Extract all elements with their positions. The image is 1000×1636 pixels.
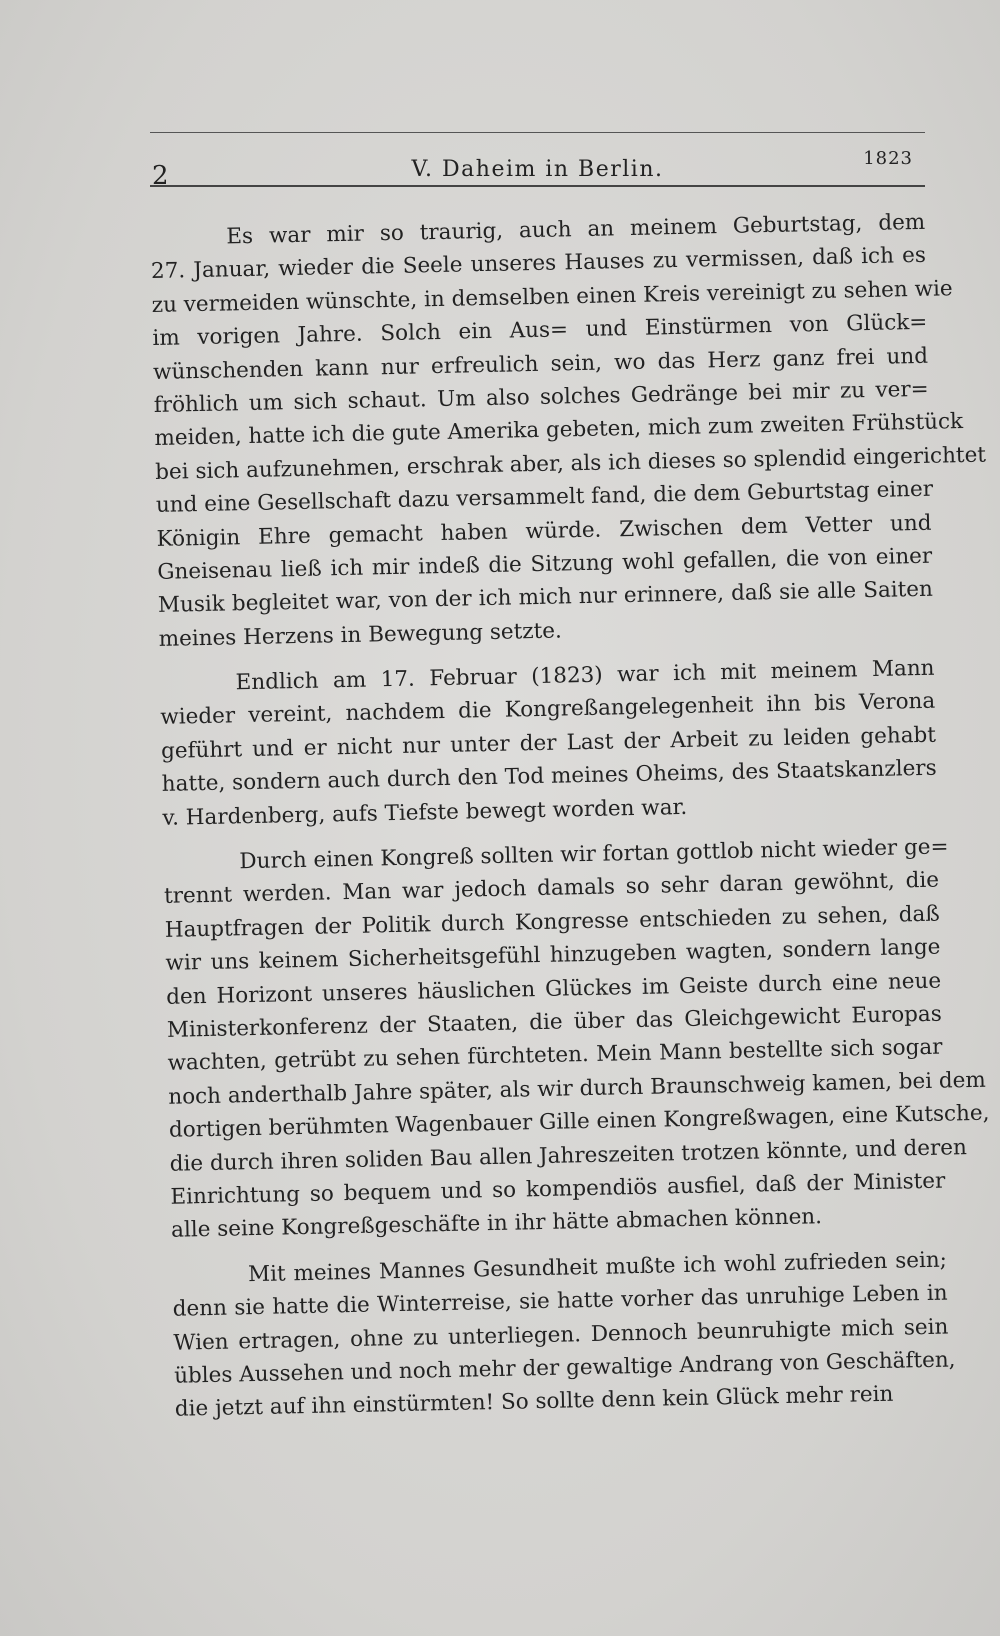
running-title: V. Daheim in Berlin. bbox=[411, 157, 664, 182]
text-line: geführt und er nicht nur unter der Last der Arbeit zu leiden gehabt bbox=[160, 722, 937, 764]
page-number: 2 bbox=[152, 161, 169, 191]
text-line: v. Hardenberg, aufs Tiefste bewegt worden war. bbox=[162, 794, 688, 831]
text-line: alle seine Kongreßgeschäfte in ihr hätte abmachen können. bbox=[170, 1204, 823, 1244]
text-line: zu vermeiden wünschte, in demselben einen Kreis vereinigt zu sehen wie bbox=[151, 275, 953, 318]
paragraph bbox=[172, 1243, 956, 1426]
text-line: Einrichtung so bequem und so kompendiös ausfiel, daß der Minister bbox=[170, 1168, 946, 1210]
text-line: wachten, getrübt zu sehen fürchteten. Mein Mann bestellte sich sogar bbox=[167, 1034, 943, 1077]
text-line: Endlich am 17. Februar (1823) war ich mit meinem Mann bbox=[235, 655, 935, 696]
text-line: 27. Januar, wieder die Seele unseres Hauses zu vermissen, daß ich es bbox=[150, 243, 927, 285]
page-header bbox=[150, 130, 925, 190]
text-line: meines Herzens in Bewegung setzte. bbox=[158, 618, 563, 652]
header-bottom-rule bbox=[150, 185, 925, 187]
text-line: denn sie hatte die Winterreise, sie hatte vorher das unruhige Leben in bbox=[172, 1280, 948, 1322]
text-line: Gneisenau ließ ich mir indeß die Sitzung wohl gefallen, die von einer bbox=[157, 543, 933, 585]
text-line: dortigen berühmten Wagenbauer Gille einen Kongreßwagen, eine Kutsche, bbox=[168, 1100, 990, 1143]
text-line: bei sich aufzunehmen, erschrak aber, als ich dieses so splendid eingerichtet bbox=[154, 442, 987, 485]
text-line: übles Aussehen und noch mehr der gewaltige Andrang von Geschäften, bbox=[173, 1347, 956, 1389]
text-line: fröhlich um sich schaut. Um also solches Gedränge bei mir zu ver= bbox=[153, 376, 929, 418]
text-line: Durch einen Kongreß sollten wir fortan gottlob nicht wieder ge= bbox=[239, 834, 949, 875]
text-line: Wien ertragen, ohne zu unterliegen. Dennoch beunruhigte mich sein bbox=[173, 1314, 949, 1356]
text-line: wieder vereint, nachdem die Kongreßangelegenheit ihn bis Verona bbox=[160, 689, 936, 731]
text-line: und eine Gesellschaft dazu versammelt fand, die dem Geburtstag einer bbox=[155, 476, 934, 519]
text-line: Mit meines Mannes Gesundheit mußte ich wohl zufrieden sein; bbox=[247, 1247, 948, 1287]
text-line: Es war mir so traurig, auch an meinem Geburtstag, dem bbox=[226, 209, 926, 250]
text-line: hatte, sondern auch durch den Tod meines Oheims, des Staatskanzlers bbox=[161, 755, 937, 798]
text-line: trennt werden. Man war jedoch damals so sehr daran gewöhnt, die bbox=[163, 868, 940, 910]
text-line: meiden, hatte ich die gute Amerika gebeten, mich zum zweiten Frühstück bbox=[154, 409, 964, 452]
paragraph bbox=[163, 831, 990, 1248]
text-line: den Horizont unseres häuslichen Glückes im Geiste durch eine neue bbox=[165, 968, 942, 1010]
text-line: Ministerkonferenz der Staaten, die über das Gleichgewicht Europas bbox=[166, 1001, 943, 1043]
paragraph bbox=[150, 206, 987, 656]
paragraph bbox=[159, 652, 937, 835]
text-line: wünschenden kann nur erfreulich sein, wo das Herz ganz frei und bbox=[152, 343, 929, 385]
text-line: wir uns keinem Sicherheitsgefühl hinzugeben wagten, sondern lange bbox=[165, 934, 941, 977]
text-line: die durch ihren soliden Bau allen Jahreszeiten trotzen könnte, und deren bbox=[169, 1134, 968, 1177]
text-line: Hauptfragen der Politik durch Kongresse entschieden zu sehen, daß bbox=[164, 901, 940, 943]
text-line: noch anderthalb Jahre später, als wir durch Braunschweig kamen, bei dem bbox=[168, 1067, 987, 1110]
header-top-rule bbox=[150, 132, 925, 133]
text-line: Königin Ehre gemacht haben würde. Zwischen dem Vetter und bbox=[156, 510, 932, 552]
text-line: die jetzt auf ihn einstürmten! So sollte denn kein Glück mehr rein bbox=[174, 1381, 894, 1423]
body-text bbox=[150, 206, 990, 1439]
text-line: Musik begleitet war, von der ich mich nur erinnere, daß sie alle Saiten bbox=[157, 576, 934, 619]
header-year: 1823 bbox=[863, 148, 913, 169]
text-line: im vorigen Jahre. Solch ein Aus= und Einstürmen von Glück= bbox=[152, 309, 928, 352]
